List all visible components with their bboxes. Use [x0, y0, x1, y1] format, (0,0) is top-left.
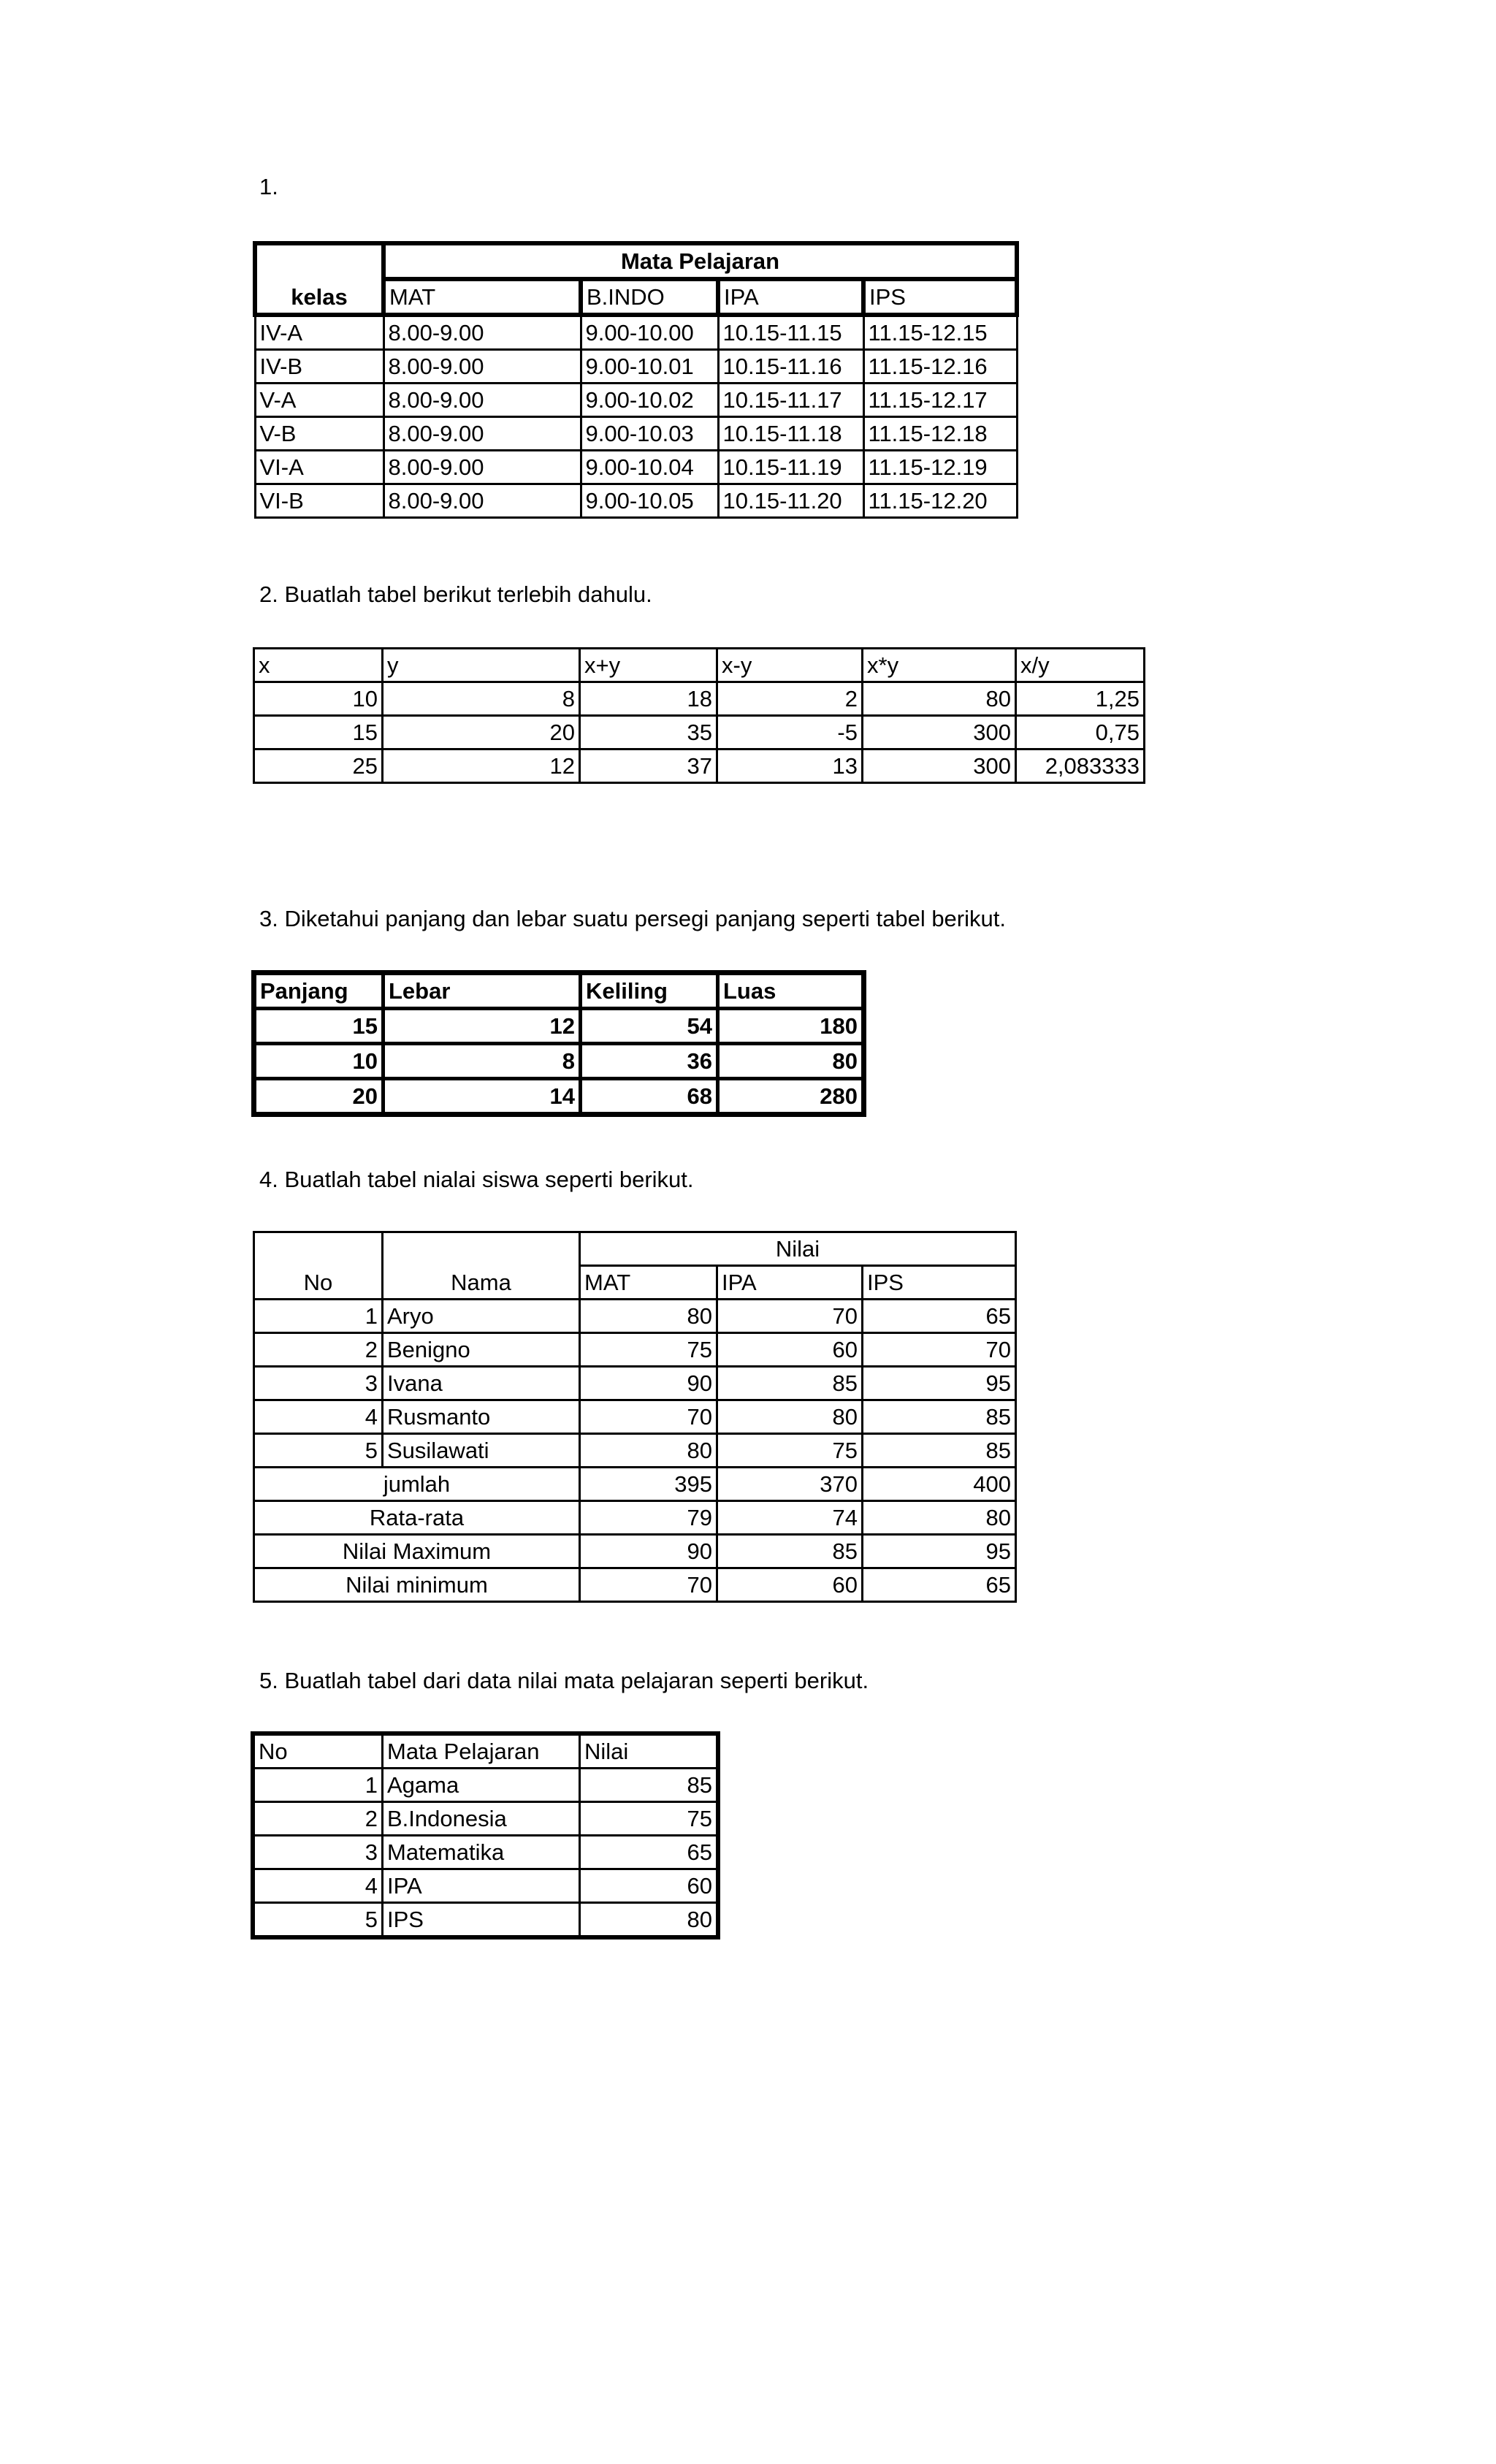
summary-label: Nilai minimum [254, 1568, 580, 1602]
value-cell: 15 [255, 1009, 383, 1044]
time-cell: 8.00-9.00 [383, 350, 581, 384]
subject-scores-table [253, 1733, 718, 1937]
value-cell: 18 [580, 682, 717, 716]
name-cell: Rusmanto [383, 1400, 580, 1434]
time-cell: 10.15-11.15 [718, 315, 863, 350]
value-cell: 75 [580, 1333, 717, 1367]
value-cell: 4 [254, 1400, 383, 1434]
subject-cell: B.Indonesia [383, 1802, 580, 1836]
time-cell: 9.00-10.00 [581, 315, 718, 350]
no-header: No [254, 1232, 383, 1300]
summary-row [254, 1535, 1016, 1568]
value-cell: 75 [717, 1434, 863, 1468]
time-cell: 11.15-12.15 [863, 315, 1017, 350]
column-header: y [383, 649, 580, 682]
value-cell: 3 [254, 1367, 383, 1400]
column-header: x*y [863, 649, 1016, 682]
time-cell: 8.00-9.00 [383, 384, 581, 417]
value-cell: 2,083333 [1016, 750, 1145, 783]
value-cell: 3 [254, 1836, 383, 1869]
time-cell: 11.15-12.20 [863, 484, 1017, 518]
subject-header: B.INDO [581, 279, 718, 315]
time-cell: 10.15-11.19 [718, 451, 863, 484]
value-cell: 36 [581, 1044, 718, 1079]
value-cell: 20 [383, 716, 580, 750]
column-header: Keliling [581, 974, 718, 1009]
value-cell: 1 [254, 1769, 383, 1802]
class-cell: VI-B [255, 484, 383, 518]
value-cell: 8 [383, 1044, 581, 1079]
value-cell: 2 [254, 1333, 383, 1367]
column-header: Luas [718, 974, 863, 1009]
summary-label: jumlah [254, 1468, 580, 1501]
class-cell: IV-A [255, 315, 383, 350]
time-cell: 8.00-9.00 [383, 315, 581, 350]
value-cell: 13 [717, 750, 863, 783]
value-cell: 80 [863, 682, 1016, 716]
student-grades-table [253, 1231, 1017, 1603]
table-row [255, 417, 1017, 451]
summary-row [254, 1568, 1016, 1602]
value-cell: 80 [863, 1501, 1016, 1535]
class-cell: VI-A [255, 451, 383, 484]
value-cell: 80 [717, 1400, 863, 1434]
table-row [254, 1802, 717, 1836]
value-cell: 400 [863, 1468, 1016, 1501]
value-cell: 60 [717, 1333, 863, 1367]
value-cell: 68 [581, 1079, 718, 1114]
column-header: Nilai [580, 1735, 717, 1769]
value-cell: 180 [718, 1009, 863, 1044]
table-row [254, 1836, 717, 1869]
time-cell: 10.15-11.20 [718, 484, 863, 518]
value-cell: 10 [254, 682, 383, 716]
value-cell: 370 [717, 1468, 863, 1501]
value-cell: 85 [717, 1367, 863, 1400]
subject-cell: Agama [383, 1769, 580, 1802]
value-cell: 80 [580, 1300, 717, 1333]
kelas-header: kelas [255, 243, 383, 315]
nama-header: Nama [383, 1232, 580, 1300]
value-cell: 75 [580, 1802, 717, 1836]
value-cell: 300 [863, 750, 1016, 783]
value-cell: 95 [863, 1367, 1016, 1400]
value-cell: 280 [718, 1079, 863, 1114]
table-row [254, 682, 1145, 716]
summary-row [254, 1468, 1016, 1501]
table-row [254, 1367, 1016, 1400]
table-row [254, 1400, 1016, 1434]
time-cell: 10.15-11.16 [718, 350, 863, 384]
value-cell: 4 [254, 1869, 383, 1903]
table-row [255, 350, 1017, 384]
time-cell: 9.00-10.02 [581, 384, 718, 417]
subject-cell: Matematika [383, 1836, 580, 1869]
summary-label: Rata-rata [254, 1501, 580, 1535]
class-cell: IV-B [255, 350, 383, 384]
value-cell: 90 [580, 1535, 717, 1568]
q1-label: 1. [259, 174, 278, 199]
column-header: x-y [717, 649, 863, 682]
value-cell: 65 [863, 1300, 1016, 1333]
column-header: Mata Pelajaran [383, 1735, 580, 1769]
table-row [255, 451, 1017, 484]
value-cell: 80 [580, 1434, 717, 1468]
subject-header: IPA [718, 279, 863, 315]
time-cell: 11.15-12.16 [863, 350, 1017, 384]
table-row [255, 1009, 863, 1044]
value-cell: -5 [717, 716, 863, 750]
time-cell: 9.00-10.01 [581, 350, 718, 384]
q4-label: 4. Buatlah tabel nialai siswa seperti berikut. [259, 1167, 694, 1192]
value-cell: 85 [863, 1434, 1016, 1468]
column-header: x [254, 649, 383, 682]
value-cell: 80 [580, 1903, 717, 1937]
subject-cell: IPA [383, 1869, 580, 1903]
table-row [254, 1333, 1016, 1367]
table-row [255, 484, 1017, 518]
value-cell: 85 [580, 1769, 717, 1802]
value-cell: 12 [383, 1009, 581, 1044]
summary-label: Nilai Maximum [254, 1535, 580, 1568]
value-cell: 2 [717, 682, 863, 716]
value-cell: 70 [717, 1300, 863, 1333]
subject-header: IPA [717, 1266, 863, 1300]
value-cell: 70 [580, 1400, 717, 1434]
subject-header: IPS [863, 1266, 1016, 1300]
time-cell: 9.00-10.04 [581, 451, 718, 484]
value-cell: 15 [254, 716, 383, 750]
time-cell: 9.00-10.03 [581, 417, 718, 451]
table-row [254, 750, 1145, 783]
time-cell: 8.00-9.00 [383, 417, 581, 451]
value-cell: 8 [383, 682, 580, 716]
name-cell: Ivana [383, 1367, 580, 1400]
value-cell: 65 [863, 1568, 1016, 1602]
table-row [255, 315, 1017, 350]
value-cell: 60 [717, 1568, 863, 1602]
value-cell: 10 [255, 1044, 383, 1079]
value-cell: 60 [580, 1869, 717, 1903]
table-row [255, 1079, 863, 1114]
time-cell: 10.15-11.17 [718, 384, 863, 417]
value-cell: 90 [580, 1367, 717, 1400]
q2-label: 2. Buatlah tabel berikut terlebih dahulu. [259, 581, 652, 607]
table-row [254, 1434, 1016, 1468]
column-header: Panjang [255, 974, 383, 1009]
time-cell: 10.15-11.18 [718, 417, 863, 451]
schedule-table [253, 241, 1019, 519]
value-cell: 37 [580, 750, 717, 783]
q5-label: 5. Buatlah tabel dari data nilai mata pelajaran seperti berikut. [259, 1668, 869, 1693]
value-cell: 2 [254, 1802, 383, 1836]
value-cell: 65 [580, 1836, 717, 1869]
rectangle-table [253, 972, 865, 1115]
q3-label: 3. Diketahui panjang dan lebar suatu persegi panjang seperti tabel berikut. [259, 906, 1006, 931]
value-cell: 12 [383, 750, 580, 783]
subject-cell: IPS [383, 1903, 580, 1937]
subject-header: MAT [580, 1266, 717, 1300]
value-cell: 85 [863, 1400, 1016, 1434]
time-cell: 8.00-9.00 [383, 451, 581, 484]
name-cell: Aryo [383, 1300, 580, 1333]
table-row [254, 1903, 717, 1937]
time-cell: 11.15-12.18 [863, 417, 1017, 451]
value-cell: 95 [863, 1535, 1016, 1568]
value-cell: 74 [717, 1501, 863, 1535]
value-cell: 54 [581, 1009, 718, 1044]
value-cell: 70 [863, 1333, 1016, 1367]
value-cell: 1,25 [1016, 682, 1145, 716]
time-cell: 11.15-12.17 [863, 384, 1017, 417]
class-cell: V-A [255, 384, 383, 417]
subject-header: MAT [383, 279, 581, 315]
time-cell: 9.00-10.05 [581, 484, 718, 518]
column-header: No [254, 1735, 383, 1769]
value-cell: 80 [718, 1044, 863, 1079]
table-row [254, 1869, 717, 1903]
subject-header: IPS [863, 279, 1017, 315]
value-cell: 0,75 [1016, 716, 1145, 750]
table-row [255, 1044, 863, 1079]
column-header: x+y [580, 649, 717, 682]
value-cell: 5 [254, 1434, 383, 1468]
summary-row [254, 1501, 1016, 1535]
value-cell: 85 [717, 1535, 863, 1568]
mata-pelajaran-header: Mata Pelajaran [383, 243, 1017, 279]
name-cell: Susilawati [383, 1434, 580, 1468]
value-cell: 14 [383, 1079, 581, 1114]
nilai-header: Nilai [580, 1232, 1016, 1266]
value-cell: 395 [580, 1468, 717, 1501]
class-cell: V-B [255, 417, 383, 451]
table-row [255, 384, 1017, 417]
table-row [254, 716, 1145, 750]
table-row [254, 1769, 717, 1802]
column-header: x/y [1016, 649, 1145, 682]
time-cell: 8.00-9.00 [383, 484, 581, 518]
value-cell: 70 [580, 1568, 717, 1602]
value-cell: 20 [255, 1079, 383, 1114]
name-cell: Benigno [383, 1333, 580, 1367]
value-cell: 79 [580, 1501, 717, 1535]
value-cell: 35 [580, 716, 717, 750]
value-cell: 300 [863, 716, 1016, 750]
value-cell: 25 [254, 750, 383, 783]
value-cell: 5 [254, 1903, 383, 1937]
time-cell: 11.15-12.19 [863, 451, 1017, 484]
value-cell: 1 [254, 1300, 383, 1333]
column-header: Lebar [383, 974, 581, 1009]
table-row [254, 1300, 1016, 1333]
xy-table [253, 647, 1145, 784]
